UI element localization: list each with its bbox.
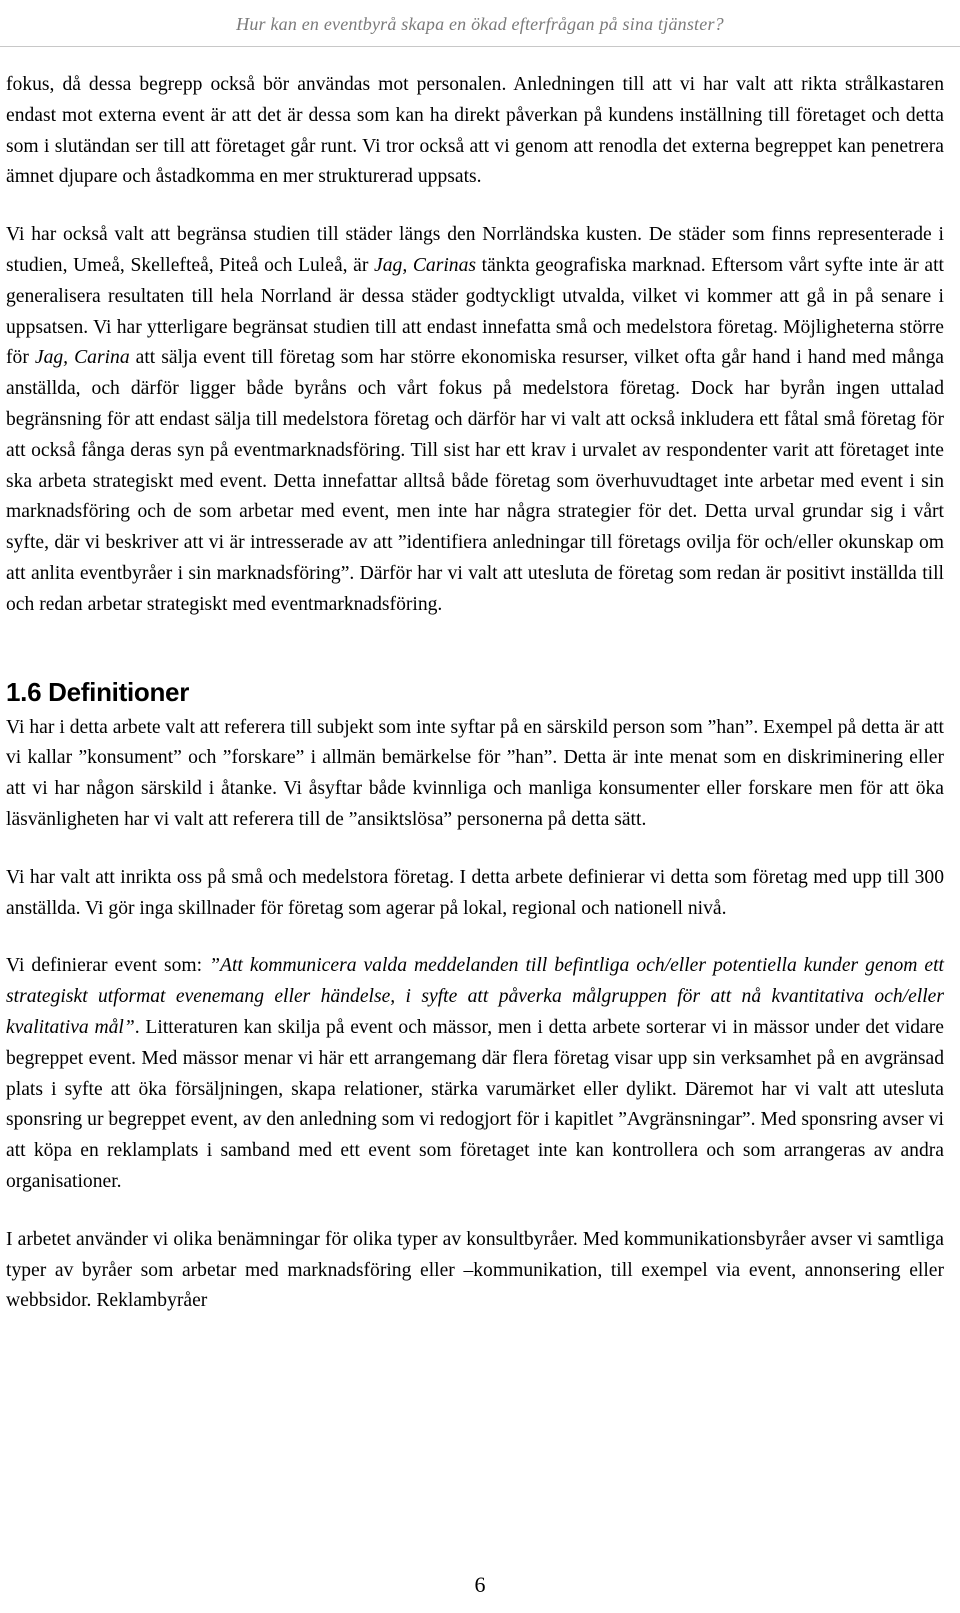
running-header: Hur kan en eventbyrå skapa en ökad efterfrågan på sina tjänster?	[236, 14, 724, 34]
text-run: . Litteraturen kan skilja på event och mässor, men i detta arbete sorterar vi in mässor under det vidare begreppet event. Med mässor menar vi här ett arrangemang där flera företag visar upp sin verksamhet på en avgränsad plats i syfte att öka försäljningen, skapa relationer, stärka varumärket eller dylikt. Däremot har vi valt att utesluta sponsring ur begreppet event, av den anledning som vi redogjort för i kapitlet ”Avgränsningar”. Med sponsring avser vi att köpa en reklamplats i samband med ett event som företaget inte kan kontrollera och som arrangeras av andra organisationer.	[6, 1016, 944, 1192]
paragraph-pronoun-definition: Vi har i detta arbete valt att referera till subjekt som inte syftar på en särskild person som ”han”. Exempel på detta är att vi kallar ”konsument” och ”forskare” i allmän bemärkelse för ”han”. Detta är inte menat som en diskriminering eller att vi har någon särskild i åtanke. Vi åsyftar både kvinnliga och manliga konsumenter eller forskare men för att öka läsvänligheten har vi valt att referera till de ”ansiktslösa” personerna på detta sätt.	[6, 716, 944, 830]
paragraph-agency-terms: I arbetet använder vi olika benämningar för olika typer av konsultbyråer. Med kommunikationsbyråer avser vi samtliga typer av byråer som arbetar med marknadsföring eller –kommunikation, till exempel via event, annonsering eller webbsidor. Reklambyråer	[6, 1228, 944, 1312]
text-run: Vi definierar event som:	[6, 955, 210, 977]
paragraph-geographic-limitation	[6, 220, 944, 620]
body-text	[6, 70, 944, 1317]
company-name-italic: Jag, Carinas	[374, 254, 477, 276]
header-rule	[0, 46, 960, 47]
paragraph-company-size-definition: Vi har valt att inrikta oss på små och medelstora företag. I detta arbete definierar vi detta som företag med upp till 300 anställda. Vi gör inga skillnader för företag som agerar på lokal, regional och nationell nivå.	[6, 866, 944, 919]
company-name-italic: Jag, Carina	[34, 347, 130, 369]
page-number: 6	[474, 1572, 486, 1597]
paragraph-scope-focus: fokus, då dessa begrepp också bör användas mot personalen. Anledningen till att vi har valt att rikta strålkastaren endast mot externa event är att det är dessa som kan ha direkt påverkan på kundens inställning till företaget och detta som i slutändan ser till att företaget går runt. Vi tror också att vi genom att renodla det externa begreppet kan penetrera ämnet djupare och åstadkomma en mer strukturerad uppsats.	[6, 74, 944, 188]
text-run: Vi har också valt att begränsa studien till städer längs den Norrländska kusten. De städer som finns representerade i studien, Umeå, Skellefteå, Piteå och Luleå, är	[6, 224, 944, 276]
section-heading: 1.6 Definitioner	[6, 676, 190, 707]
text-run: att sälja event till företag som har större ekonomiska resurser, vilket ofta går hand i hand med många anställda, och därför ligger både byråns och vårt fokus på medelstora företag. Dock har byrån ingen uttalad begränsning för att endast sälja till medelstora företag och därför har vi valt att också inkludera ett fåtal små företag för att också fånga deras syn på eventmarknadsföring. Till sist har ett krav i urvalet av respondenter varit att företaget inte ska arbeta strategiskt med event. Detta innefattar alltså både företag som överhuvudtaget inte arbetar med event i sin marknadsföring och de som arbetar med event, men inte har några strategier för det. Detta urval grundar sig i vårt syfte, där vi beskriver att vi är intresserade av att ”identifiera anledningar till företags ovilja för och/eller okunskap om att anlita eventbyråer i sin marknadsföring”. Därför har vi valt att utesluta de företag som redan är positivt inställda till och redan arbetar strategiskt med eventmarknadsföring.	[6, 347, 945, 615]
event-definition-quote: ”Att kommunicera valda meddelanden till befintliga och/eller potentiella kunder genom ett strategiskt utformat evenemang eller händelse, i syfte att påverka målgruppen för att nå kvantitativa och/eller kvalitativa mål”	[6, 955, 944, 1038]
paragraph-event-definition	[6, 951, 944, 1197]
text-run: tänkta geografiska marknad. Eftersom vårt syfte inte är att generalisera resultaten till hela Norrland är dessa städer godtyckligt utvalda, vilket vi kommer att gå in på senare i uppsatsen. Vi har ytterligare begränsat studien till att endast innefatta små och medelstora företag. Möjligheterna större för	[6, 254, 944, 369]
